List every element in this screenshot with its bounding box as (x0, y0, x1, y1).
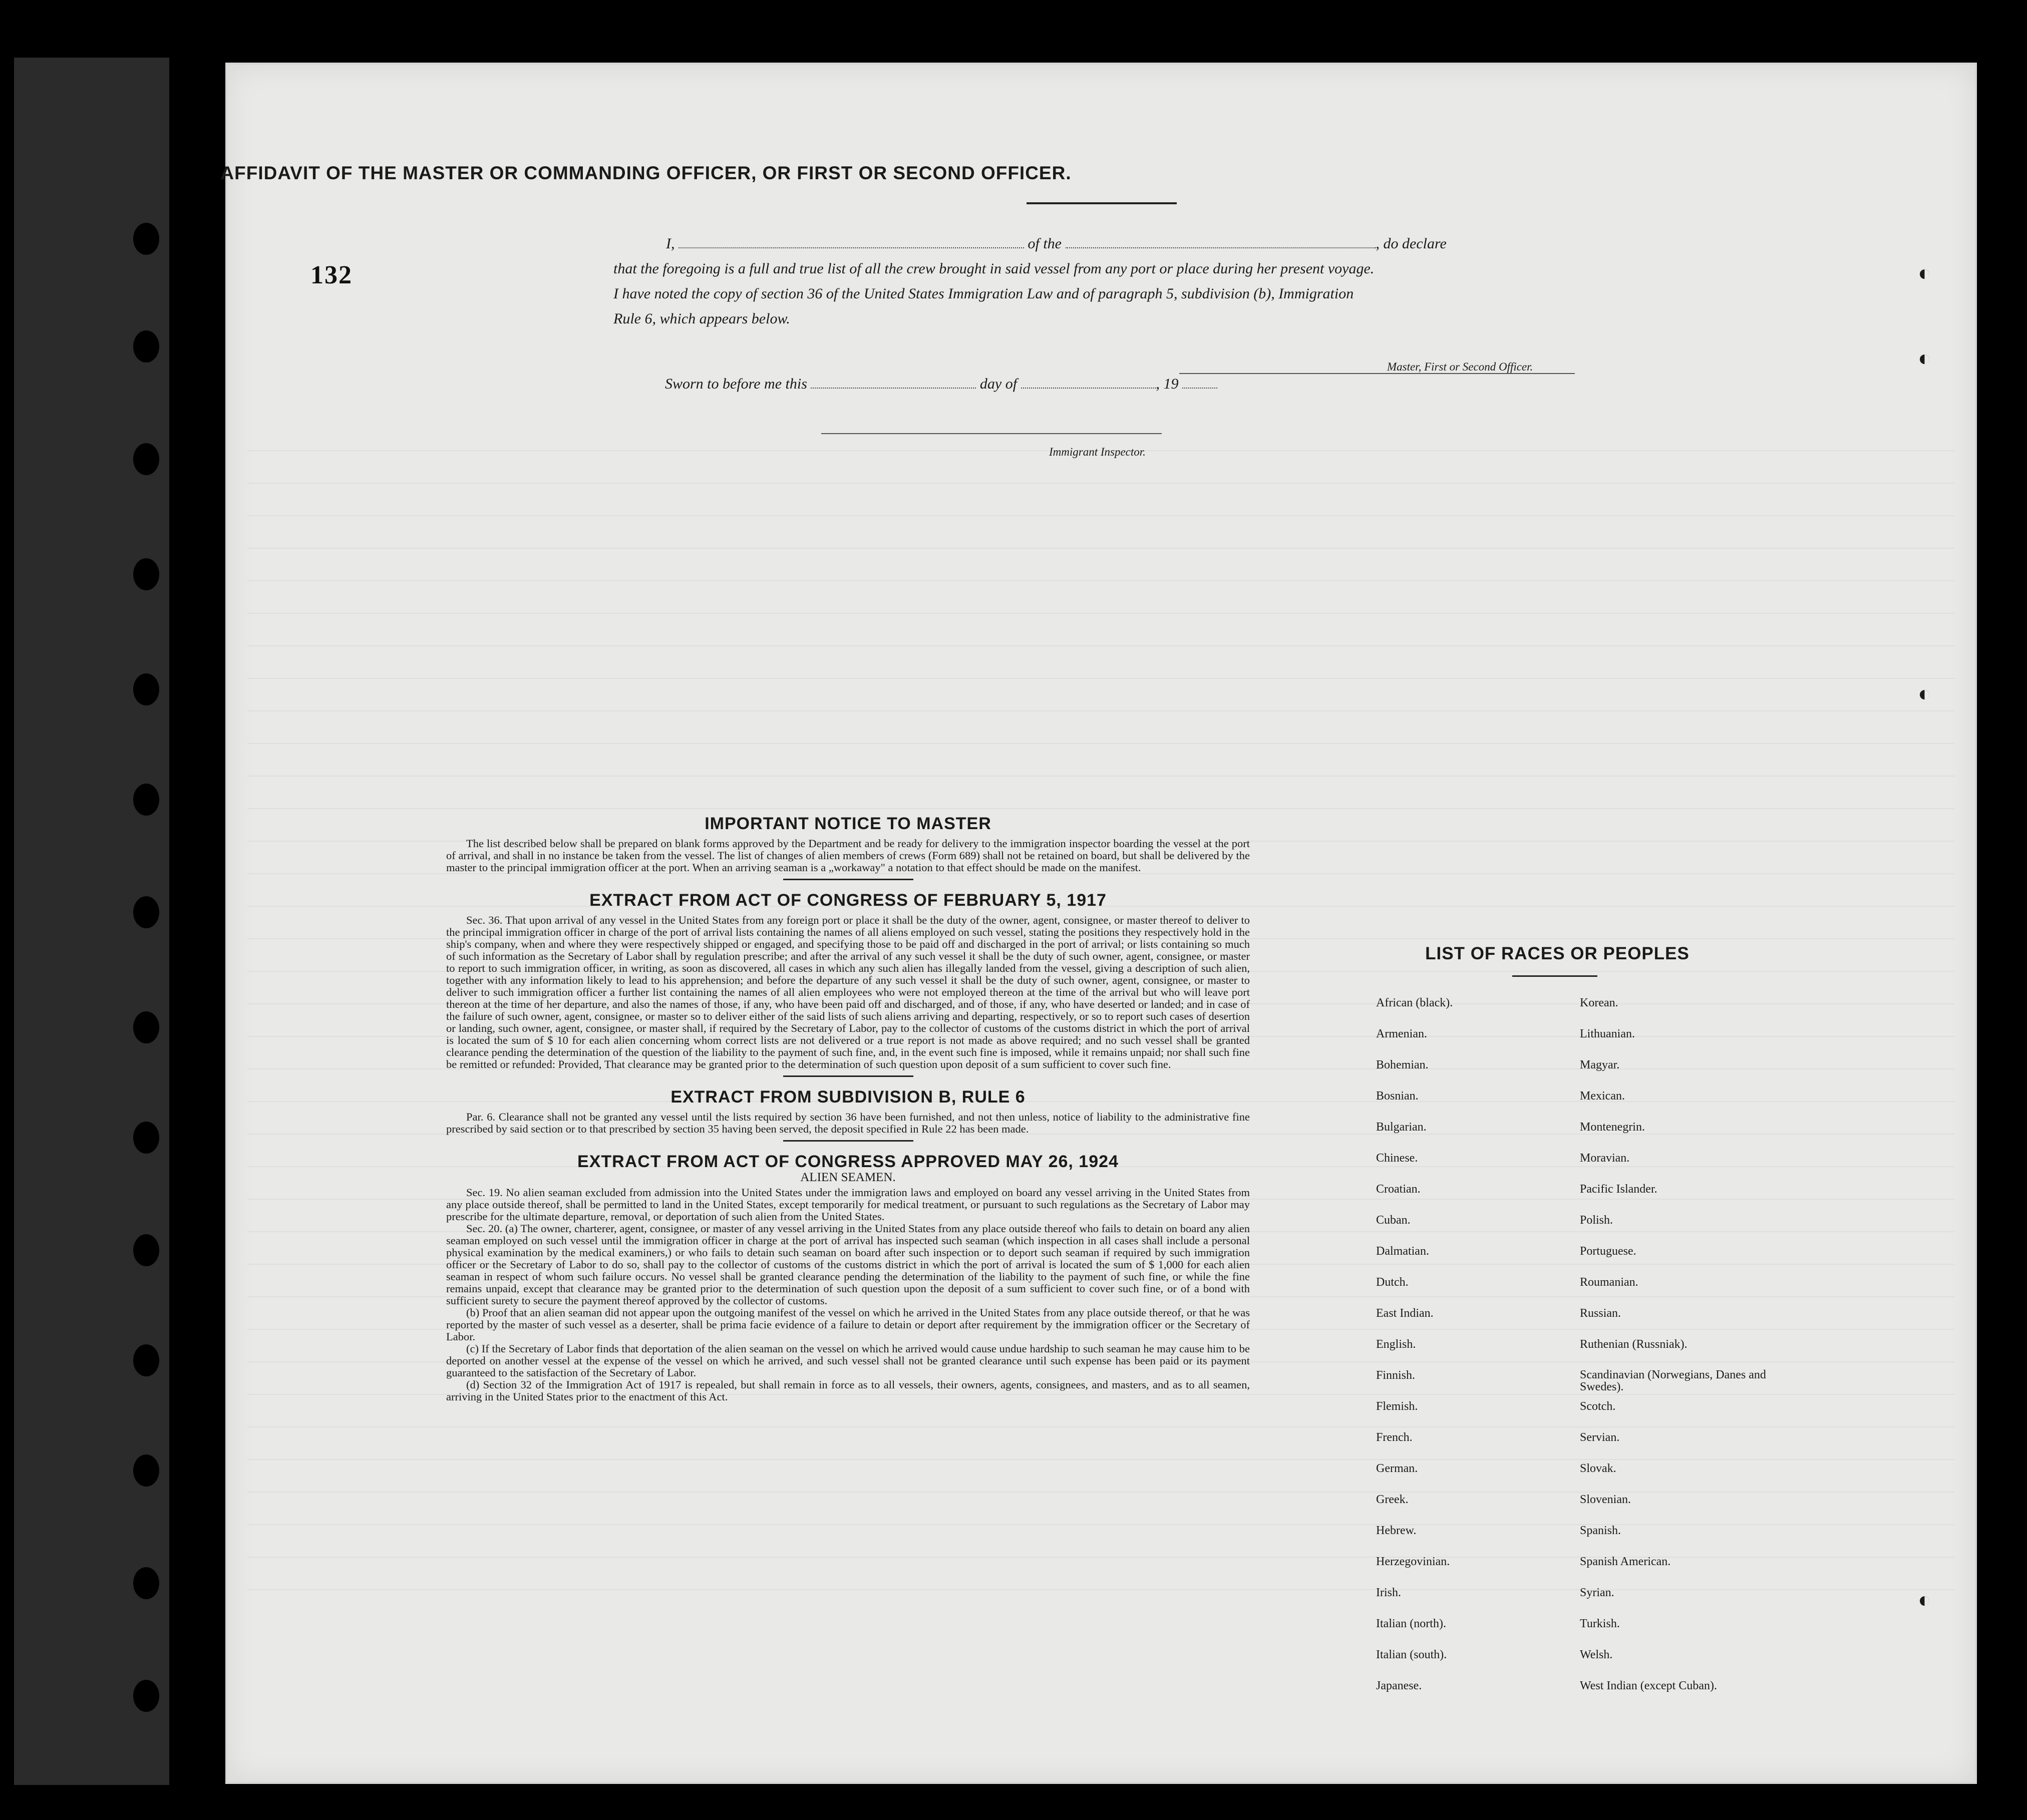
race-right-item: Pacific Islander. (1580, 1183, 1657, 1196)
race-left-item: Chinese. (1376, 1152, 1418, 1165)
extract-1924-sec19: Sec. 19. No alien seaman excluded from admission into the United States under the immigration laws and employed on board any vessel arriving in the United States from any place outside thereof, shall be permitted to land in the United States, except temporarily for medical treatment, or pursuant to such regulations as the Secretary of Labor may prescribe for the ultimate departure, removal, or deportation of such alien from the United States. (446, 1186, 1250, 1223)
binder-clip-mark: ◐ (1918, 681, 1931, 706)
affidavit-declare-label: , do declare (1376, 235, 1447, 252)
sprocket-hole (133, 896, 159, 928)
extract-1924-sec20c: (c) If the Secretary of Labor finds that deportation of the alien seaman on the vessel on which he arrived would cause undue hardship to such seaman he may cause him to be deported on another vessel at the expense of the vessel on which he arrived, and such vessel shall not be granted clearance until such expense has been paid or its payment guaranteed to the satisfaction of the Secretary of Labor. (446, 1342, 1250, 1379)
sprocket-hole (133, 1122, 159, 1154)
stamp-number: 132 (310, 261, 353, 289)
binder-clip-mark: ◐ (1918, 1588, 1931, 1612)
day-of-label: day of (979, 376, 1018, 392)
affidavit-i-label: I, (666, 235, 675, 252)
race-right-item: Lithuanian. (1580, 1027, 1635, 1040)
race-left-item: Herzegovinian. (1376, 1555, 1450, 1568)
extract-1917-title: EXTRACT FROM ACT OF CONGRESS OF FEBRUARY 5, 1917 (589, 891, 1107, 910)
extract-1924-sec20a: Sec. 20. (a) The owner, charterer, agent, consignee, or master of any vessel arriving in the United States from any place outside thereof who fails to detain on board any alien seaman employed on such vessel until the immigration officer in charge at the port of arrival has inspected such seaman (which inspection in all cases shall include a personal physical examination by the medical examiners,) or who fails to detain such seaman on board after such inspection or to deport such seaman if required by such immigration officer or the Secretary of Labor to do so, shall pay to the collector of customs of the customs district in which the port of arrival is located the sum of $ 1,000 for each alien seaman in respect of whom such failure occurs. No vessel shall be granted clearance pending the determination of the liability to the payment of such fine, or while the fine remains unpaid, except that clearance may be granted prior to the determination of such question upon the deposit of a sum sufficient to cover such fine, or of a bond with sufficient surety to secure the payment thereof approved by the collector of customs. (446, 1222, 1250, 1307)
race-right-item: Russian. (1580, 1307, 1621, 1320)
race-right-item: Scandinavian (Norwegians, Danes and Swedes). (1580, 1368, 1766, 1393)
notice-column (446, 814, 1250, 1403)
race-left-item: Bulgarian. (1376, 1121, 1427, 1134)
binder-clip-mark: ◐ (1918, 261, 1931, 285)
race-right-item: Mexican. (1580, 1089, 1625, 1103)
sprocket-hole (133, 330, 159, 362)
race-left-item: Armenian. (1376, 1027, 1427, 1040)
race-left-item: English. (1376, 1338, 1416, 1351)
inspector-label: Immigrant Inspector. (1049, 446, 1146, 458)
race-right-item: Portuguese. (1580, 1245, 1636, 1258)
affidavit-line-1 (666, 235, 1447, 252)
film-strip-edge (14, 58, 169, 1785)
race-left-item: Bohemian. (1376, 1058, 1429, 1071)
sprocket-hole (133, 1567, 159, 1599)
race-left-item: Croatian. (1376, 1183, 1421, 1196)
sworn-line (665, 376, 1217, 393)
extract-1924-title: EXTRACT FROM ACT OF CONGRESS APPROVED MAY 26, 1924 (577, 1152, 1119, 1171)
races-title-rule (1512, 975, 1597, 977)
extract-1924-subtitle: ALIEN SEAMEN. (800, 1171, 896, 1184)
race-left-item: Italian (north). (1376, 1617, 1446, 1630)
race-left-item: Finnish. (1376, 1369, 1416, 1382)
sprocket-hole (133, 223, 159, 255)
sworn-year-blank (1182, 388, 1217, 389)
title-rule (1027, 202, 1177, 204)
race-left-item: Greek. (1376, 1493, 1409, 1506)
section-divider (783, 1075, 913, 1077)
race-right-item: Moravian. (1580, 1152, 1630, 1165)
race-right-item: Welsh. (1580, 1648, 1613, 1661)
extract-1917-text: Sec. 36. That upon arrival of any vessel in the United States from any foreign port or place it shall be the duty of the owner, agent, consignee, or master thereof to deliver to the principal immigration officer in charge of the port of arrival lists containing the names of all aliens employed on such vessel, stating the positions they respectively hold in the ship's company, when and where they were respectively shipped or engaged, and specifying those to be paid off and discharged in the port of arrival; or lists containing so much of such information as the Secretary of Labor shall by regulation prescribe; and after the arrival of any such vessel it shall be the duty of such owner, agent, consignee, or master to report to such immigration officer, in writing, as soon as discovered, all cases in which any such alien has illegally landed from the vessel, giving a description of such alien, together with any information likely to lead to his apprehension; and before the departure of any such vessel it shall be the duty of such owner, agent, consignee, or master to deliver to such immigration officer a further list containing the names of all alien employees who were not employed thereon at the time of the arrival but who will leave port thereon at the time of her departure, and also the names of those, if any, who have been paid off and discharged, and of those, if any, who have deserted or landed; and in case of the failure of such owner, agent, consignee, or master so to deliver either of the said lists of such aliens arriving and departing, respectively, or so to report such cases of desertion or landing, such owner, agent, consignee, or master shall, if required by the Secretary of Labor, pay to the collector of customs of the customs district in which the port of arrival is located the sum of $ 10 for each alien concerning whom correct lists are not delivered or a true report is not made as above required; and no such vessel shall be granted clearance pending the determination of the question of the liability to the payment of such fine, and, in the event such fine is imposed, while it remains unpaid; nor shall such fine be remitted or refunded: Provided, That clearance may be granted prior to the determination of such question upon deposit of a sum sufficient to cover such fine. (446, 914, 1250, 1070)
race-left-item: Italian (south). (1376, 1648, 1447, 1661)
race-right-item: Polish. (1580, 1214, 1613, 1227)
year-label: , 19 (1156, 376, 1179, 392)
sprocket-hole (133, 1680, 159, 1712)
affidavit-title: AFFIDAVIT OF THE MASTER OR COMMANDING OFFICER, OR FIRST OR SECOND OFFICER. (220, 163, 1072, 183)
sworn-label: Sworn to before me this (665, 376, 807, 392)
affidavit-line-2: that the foregoing is a full and true list of all the crew brought in said vessel from any port or place during her present voyage. (613, 260, 1375, 277)
section-divider (783, 879, 913, 880)
binder-clip-mark: ◐ (1918, 346, 1931, 371)
notice-text: The list described below shall be prepared on blank forms approved by the Department and be ready for delivery to the immigration inspector boarding the vessel at the port of arrival, and shall in no instance be taken from the vessel. The list of changes of alien members of crews (Form 689) shall not be retained on board, but shall be delivered by the master to the principal immigration officer at the port. When an arriving seaman is a „workaway" a notation to that effect should be made on the manifest. (446, 837, 1250, 874)
sprocket-hole (133, 673, 159, 705)
sworn-day-blank (811, 388, 976, 389)
race-left-item: African (black). (1376, 996, 1453, 1009)
race-right-item: Slovak. (1580, 1462, 1616, 1475)
sprocket-hole (133, 558, 159, 590)
sprocket-hole (133, 443, 159, 475)
affidavit-line-3: I have noted the copy of section 36 of the United States Immigration Law and of paragraph 5, subdivision (b), Immigration (613, 285, 1354, 302)
race-right-item: Magyar. (1580, 1058, 1620, 1071)
race-left-item: Dutch. (1376, 1276, 1409, 1289)
race-left-item: French. (1376, 1431, 1413, 1444)
sprocket-hole (133, 1011, 159, 1043)
race-right-item: Scotch. (1580, 1400, 1616, 1413)
race-right-item: Ruthenian (Russniak). (1580, 1338, 1687, 1351)
signature-line-inspector (821, 433, 1162, 434)
notice-title: IMPORTANT NOTICE TO MASTER (705, 814, 991, 833)
race-right-item: Spanish. (1580, 1524, 1621, 1537)
affidavit-of-the-label: of the (1028, 235, 1062, 252)
extract-1924-sec20d: (d) Section 32 of the Immigration Act of 1917 is repealed, but shall remain in force as to all vessels, their owners, agents, consignees, and masters, and as to all seamen, arriving in the United States prior to the enactment of this Act. (446, 1378, 1250, 1403)
sprocket-hole (133, 1454, 159, 1487)
race-right-item: Montenegrin. (1580, 1121, 1645, 1134)
race-left-item: Irish. (1376, 1586, 1401, 1599)
race-left-item: Bosnian. (1376, 1089, 1419, 1103)
race-right-item: Servian. (1580, 1431, 1620, 1444)
race-left-item: Dalmatian. (1376, 1245, 1429, 1258)
sprocket-hole (133, 1344, 159, 1376)
races-title: LIST OF RACES OR PEOPLES (1425, 944, 1690, 963)
race-left-item: Cuban. (1376, 1214, 1411, 1227)
race-left-item: East Indian. (1376, 1307, 1434, 1320)
extract-1924-sec20b: (b) Proof that an alien seaman did not appear upon the outgoing manifest of the vessel on which he arrived in the United States from any place outside thereof, or that he was reported by the master of such vessel as a deserter, shall be prima facie evidence of a failure to detain or deport after requirement by the immigration officer or the Secretary of Labor. (446, 1306, 1250, 1343)
sprocket-hole (133, 784, 159, 816)
section-divider (783, 1140, 913, 1142)
race-right-item: Korean. (1580, 996, 1618, 1009)
race-left-item: Japanese. (1376, 1679, 1422, 1692)
master-label: Master, First or Second Officer. (1387, 360, 1533, 373)
race-left-item: Flemish. (1376, 1400, 1418, 1413)
race-left-item: German. (1376, 1462, 1418, 1475)
race-right-item: Spanish American. (1580, 1555, 1671, 1568)
race-right-item: Syrian. (1580, 1586, 1614, 1599)
sworn-month-blank (1021, 388, 1156, 389)
race-right-item: Roumanian. (1580, 1276, 1638, 1289)
name-blank (679, 247, 1024, 248)
vessel-blank (1066, 247, 1376, 248)
extract-rule6-text: Par. 6. Clearance shall not be granted any vessel until the lists required by section 36 have been furnished, and not then unless, notice of liability to the administrative fine prescribed by said section or to that prescribed by section 35 having been served, the deposit specified in Rule 22 has been made. (446, 1111, 1250, 1135)
affidavit-line-4: Rule 6, which appears below. (613, 310, 790, 327)
extract-rule6-title: EXTRACT FROM SUBDIVISION B, RULE 6 (670, 1087, 1026, 1107)
race-left-item: Hebrew. (1376, 1524, 1417, 1537)
race-right-item: Turkish. (1580, 1617, 1620, 1630)
race-right-item: West Indian (except Cuban). (1580, 1679, 1717, 1692)
sprocket-hole (133, 1234, 159, 1266)
race-right-item: Slovenian. (1580, 1493, 1631, 1506)
